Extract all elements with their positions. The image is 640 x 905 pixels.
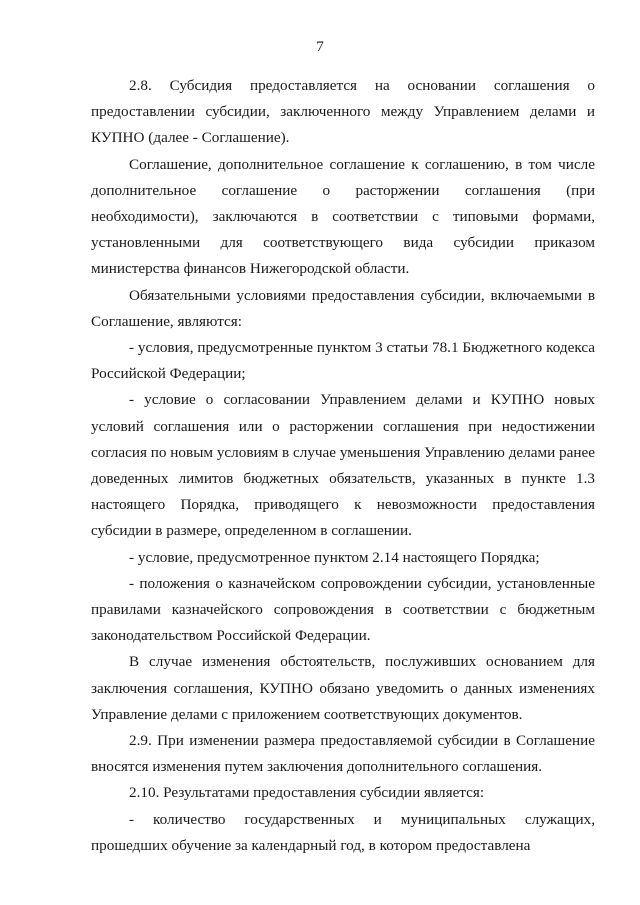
paragraph-2-9: 2.9. При изменении размера предоставляемой субсидии в Соглашение вносятся изменения путем заключения дополнительного соглашения. [91,732,595,776]
list-item-treasury-support: - положения о казначейском сопровождении субсидии, установленные правилами казначейского сопровождения в соответствии с бюджетным законодательством Российской Федерации. [91,574,595,645]
list-item-agreement-approval-condition: - условие о согласовании Управлением делами и КУПНО новых условий соглашения или о расторжении соглашения при недостижении согласия по новым условиям в случае уменьшения Управлению делами ранее доведенных лимитов бюджетных обязательств, указанных в пункте 1.3 настоящего Порядка, приводящего к невозможности предоставления субсидии в размере, определенном в соглашении. [91,391,595,540]
paragraph-2-8: 2.8. Субсидия предоставляется на основании соглашения о предоставлении субсидии, заключенного между Управлением делами и КУПНО (далее - Соглашение). [91,77,595,147]
paragraph-2-10: 2.10. Результатами предоставления субсидии является: [129,784,485,802]
list-item-budget-code-conditions: - условия, предусмотренные пунктом 3 статьи 78.1 Бюджетного кодекса Российской Федерации; [91,339,595,383]
list-item-clause-2-14-condition: - условие, предусмотренное пунктом 2.14 настоящего Порядка; [129,548,540,566]
document-body [91,73,595,859]
paragraph-mandatory-conditions: Обязательными условиями предоставления субсидии, включаемыми в Соглашение, являются: [91,286,595,330]
page-number: 7 [316,39,324,55]
paragraph-agreement-forms: Соглашение, дополнительное соглашение к соглашению, в том числе дополнительное соглашение о расторжении соглашения (при необходимости), заключаются в соответствии с типовыми формами, установленными для соответствующего вида субсидии приказом министерства финансов Нижегородской области. [91,155,595,278]
list-item-trained-employees: - количество государственных и муниципальных служащих, прошедших обучение за календарный год, в котором предоставлена [91,810,595,854]
paragraph-change-of-circumstances: В случае изменения обстоятельств, послуживших основанием для заключения соглашения, КУПНО обязано уведомить о данных изменениях Управление делами с приложением соответствующих документов. [91,653,595,723]
